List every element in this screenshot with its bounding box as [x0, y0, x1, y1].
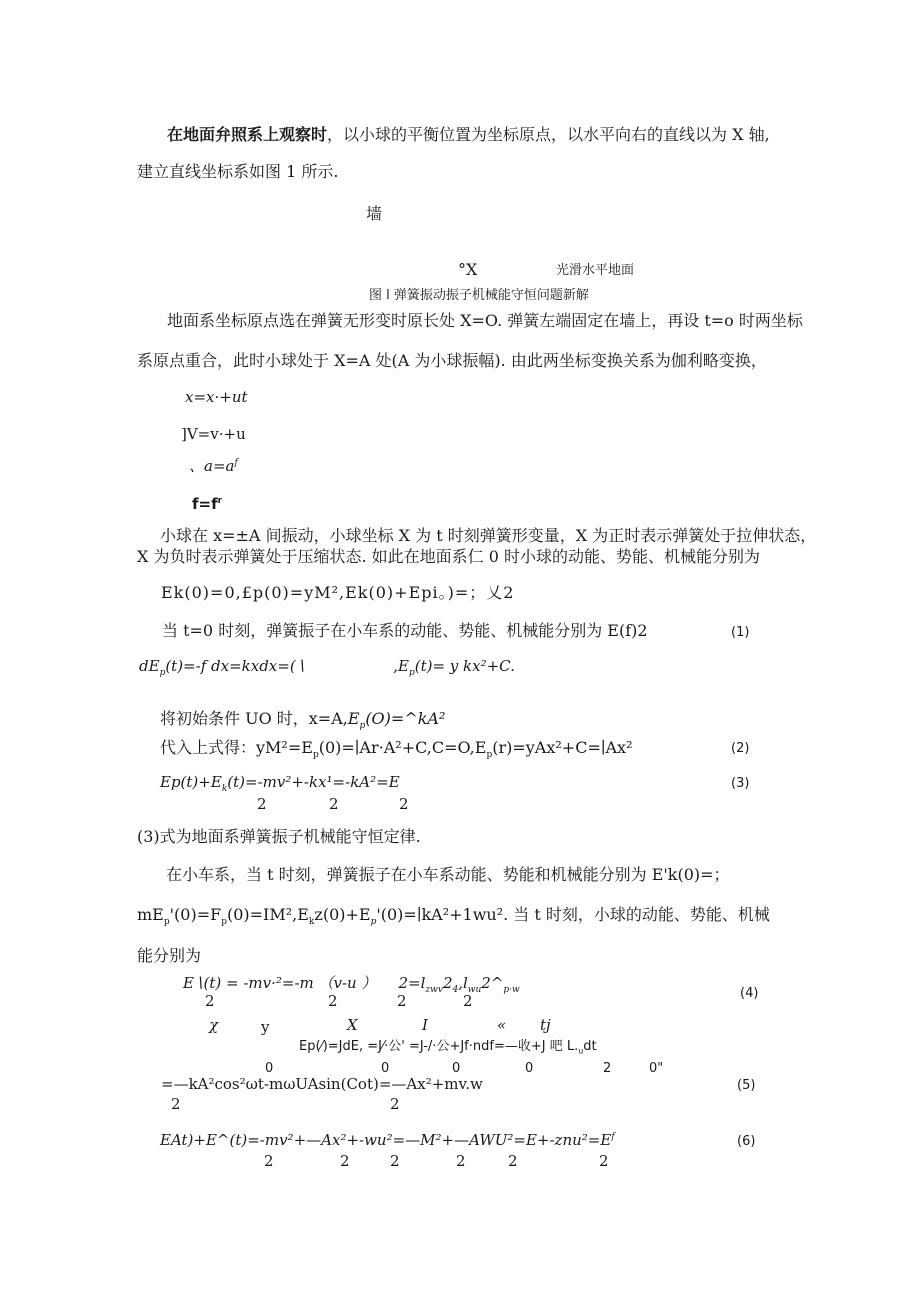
fraction-denominator: 2	[456, 1152, 466, 1170]
paragraph-9: 能分别为	[137, 946, 202, 965]
equation-dep: $dE_p(t)=-f$ dx=kxdx=(∖ $,E_p(t)= y$ kx²+C.	[139, 657, 515, 678]
integral-upper-limit: χ	[209, 1016, 219, 1034]
intro-line-1	[167, 127, 770, 143]
intro-line-1-rest: ，以小球的平衡位置为坐标原点，以水平向右的直线以为 X 轴,	[327, 125, 770, 144]
paragraph-2-line-2: X 为负时表示弹簧处于压缩状态. 如此在地面系仁 0 时小球的动能、势能、机械能分别为	[137, 547, 761, 566]
paragraph-7: 在小车系，当 t 时刻，弹簧振子在小车系动能、势能和机械能分别为 E'k(0)=；	[166, 865, 730, 884]
fraction-denominator: 2	[329, 795, 339, 813]
integral-upper-limit: «	[497, 1016, 507, 1034]
fraction-denominator: 2	[390, 1152, 400, 1170]
equation-label-5: (5)	[737, 1078, 756, 1093]
fraction-denominator: 2	[399, 795, 409, 813]
integral-upper-limit: y	[261, 1018, 270, 1036]
equation-a: 、$a=a^f$	[189, 457, 238, 475]
fraction-denominator: 2	[328, 992, 338, 1010]
equation-x: x=x·+ut	[185, 388, 248, 406]
fraction-denominator: 2	[205, 992, 215, 1010]
fraction-denominator: 2	[390, 1095, 400, 1113]
integral-upper-limit: tj	[540, 1016, 551, 1034]
equation-5: =—kA²cos²ωt-mωUAsin(Cot)=—Ax²+mv.w	[161, 1075, 483, 1093]
paragraph-6: (3)式为地面系弹簧振子机械能守恒定律.	[137, 827, 421, 846]
integral-lower-limit: 0	[452, 1061, 461, 1076]
figure-x-label: °X	[458, 260, 478, 279]
integral-upper-limit: I	[422, 1016, 428, 1034]
paragraph-3: 当 t=0 时刻，弹簧振子在小车系的动能、势能、机械能分别为 E(f)2	[162, 621, 648, 640]
figure-ground-label: 光滑水平地面	[556, 263, 635, 278]
fraction-denominator: 2	[463, 992, 473, 1010]
fraction-denominator: 2	[599, 1152, 609, 1170]
integral-lower-limit: 2	[603, 1061, 612, 1076]
figure-caption-prefix: 图 l	[369, 288, 394, 303]
paragraph-1-line-1: 地面系坐标原点选在弹簧无形变时原长处 X=O. 弹簧左端固定在墙上，再设 t=o 时两坐标	[167, 311, 803, 330]
equation-3: $Ep(t)+E_k(t)=-mv^2+-kx^1=-kA^2=E$	[160, 773, 400, 794]
fraction-denominator: 2	[264, 1152, 274, 1170]
integral-lower-limit: 0	[265, 1061, 274, 1076]
fraction-denominator: 2	[508, 1152, 518, 1170]
integral-lower-limit: 0	[381, 1061, 390, 1076]
figure-caption	[369, 289, 589, 302]
paragraph-1-line-2: 系原点重合，此时小球处于 X=A 处(A 为小球振幅). 由此两坐标变换关系为伽利略变换，	[137, 351, 767, 370]
fraction-denominator: 2	[257, 795, 267, 813]
integral-lower-limit: 0	[525, 1061, 534, 1076]
fraction-denominator: 2	[340, 1152, 350, 1170]
equation-label-2: (2)	[731, 741, 750, 756]
equation-ek0: Ek(0)=0,£p(0)=yM²,Ek(0)+Epi。)=；乂2	[161, 583, 515, 602]
equation-2: 代入上式得：$yM^2=E_p(0)=∣Ar\cdot A^2+C,C=O,E_p(r)=yAx^2+C=∣Ax^2$	[160, 738, 633, 761]
equation-label-4: (4)	[740, 986, 759, 1001]
equation-label-6: (6)	[737, 1134, 756, 1149]
fraction-denominator: 2	[171, 1095, 181, 1113]
integral-upper-limit: X	[347, 1016, 358, 1034]
equation-label-1: (1)	[731, 625, 750, 640]
intro-line-2: 建立直线坐标系如图 1 所示.	[137, 162, 339, 181]
equation-4: E∖(t) = -mv·²=-m （v-u ） $2=l_{zwv}2_4,l_{wu}2\^{}_{p\cdot w}$	[183, 974, 520, 995]
fraction-denominator: 2	[397, 992, 407, 1010]
paragraph-4: 将初始条件 UO 时，$x=A,E_p(O)=\^{}kA^2$	[160, 709, 446, 732]
paragraph-2-line-1: 小球在 x=±A 间振动，小球坐标 X 为 t 时刻弹簧形变量，X 为正时表示弹簧处于拉伸状态，	[160, 526, 817, 545]
figure-wall-label: 墙	[366, 204, 383, 223]
paragraph-8: $mE_p'(0)=F_p(0)=IM^2,E_kz(0)+E_p'(0)=∣kA^2+1wu^2$. 当 t 时刻，小球的动能、势能、机械	[137, 905, 770, 928]
equation-5-integral-line: Ep(⁄)=JdE, =J⁄·公' =J-/·公+Jf·ndf=—收+J 吧 $L._udt$	[299, 1039, 597, 1056]
equation-f: $f=f^r$	[192, 495, 223, 513]
integral-lower-limit: 0"	[649, 1061, 664, 1076]
figure-caption-text: 弹簧振动振子机械能守恒问题新解	[393, 288, 589, 303]
equation-6: $EAt)+E\^{}(t)=-mv^2+—Ax^2+-wu^2=—M^2+—AWU^2=E+-znu^2=E^f$	[160, 1131, 615, 1149]
equation-label-3: (3)	[731, 776, 750, 791]
intro-bold-phrase: 在地面弁照系上观察时	[167, 125, 328, 144]
equation-v: ]V=v·+u	[181, 425, 246, 443]
